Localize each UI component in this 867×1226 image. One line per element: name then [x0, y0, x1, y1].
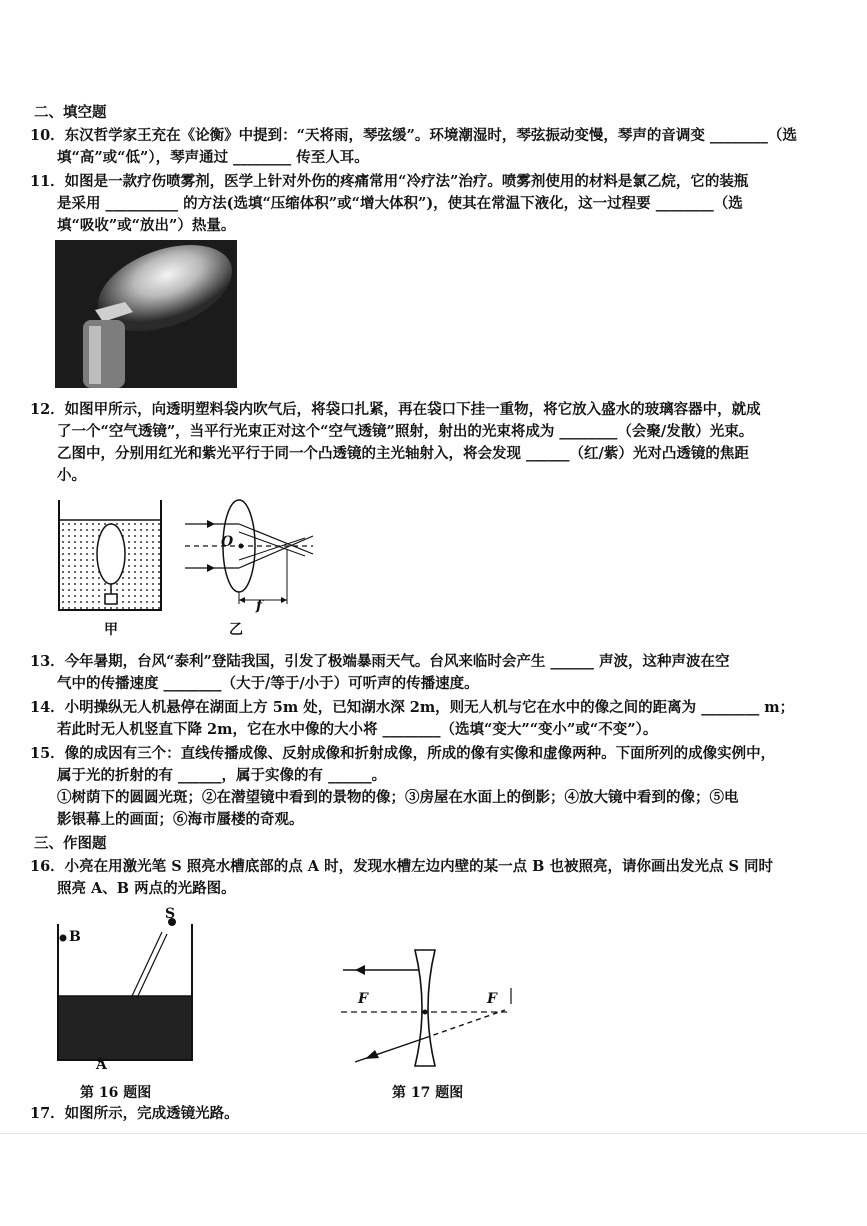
q14-line2: 若此时无人机竖直下降 2m，它在水中像的大小将 ________（选填“变大”“变小”或“不变”）。 [57, 721, 658, 738]
q17-line1: 17．如图所示，完成透镜光路。 [30, 1105, 239, 1122]
q16-line2: 照亮 A、B 两点的光路图。 [57, 880, 236, 897]
figure-jia-diagram [55, 498, 165, 616]
label-focus-left: F [358, 991, 368, 1007]
q10-line2: 填“高”或“低”），琴声通过 ________ 传至人耳。 [57, 149, 369, 166]
q11-line1: 11．如图是一款疗伤喷雾剂，医学上针对外伤的疼痛常用“冷疗法”治疗。喷雾剂使用的材料是氯乙烷，它的装瓶 [30, 173, 749, 190]
q16-line1: 16．小亮在用激光笔 S 照亮水槽底部的点 A 时，发现水槽左边内壁的某一点 B 也被照亮，请你画出发光点 S 同时 [30, 858, 774, 875]
page-divider [0, 1133, 867, 1134]
figure-17-concave-lens [335, 944, 525, 1074]
section-2-title: 二、填空题 [34, 104, 107, 121]
q15-line2: 属于光的折射的有 ______，属于实像的有 ______。 [57, 767, 387, 784]
figure-16-caption: 第 16 题图 [80, 1085, 152, 1101]
q15-line3: ①树荫下的圆圆光斑；②在潜望镜中看到的景物的像；③房屋在水面上的倒影；④放大镜中看到的像；⑤电 [57, 789, 739, 806]
figure-yi-label: 乙 [229, 622, 243, 638]
figure-yi-diagram [183, 496, 323, 614]
label-s: S [165, 906, 176, 922]
label-focus-right: F [487, 991, 497, 1007]
label-a: A [96, 1057, 107, 1073]
label-o: O [221, 534, 234, 550]
q14-line1: 14．小明操纵无人机悬停在湖面上方 5m 处，已知湖水深 2m，则无人机与它在水中的像之间的距离为 ________ m； [30, 699, 795, 716]
q12-line2: 了一个“空气透镜”，当平行光束正对这个“空气透镜”照射，射出的光束将成为 ________（会聚/发散）光束。 [57, 423, 754, 440]
q12-line1: 12．如图甲所示，向透明塑料袋内吹气后，将袋口扎紧，再在袋口下挂一重物，将它放入盛水的玻璃容器中，就成 [30, 401, 761, 418]
label-f: f [256, 598, 263, 614]
q12-line3: 乙图中，分别用红光和紫光平行于同一个凸透镜的主光轴射入，将会发现 ______（红/紫）光对凸透镜的焦距 [57, 445, 749, 462]
section-3-title: 三、作图题 [34, 835, 107, 852]
label-b: B [69, 929, 81, 945]
q11-line3: 填“吸收”或“放出”）热量。 [57, 217, 236, 234]
figure-17-caption: 第 17 题图 [392, 1085, 464, 1101]
q10-line1: 10．东汉哲学家王充在《论衡》中提到：“天将雨，琴弦缓”。环境潮湿时，琴弦振动变慢，琴声的音调变 ________（选 [30, 127, 797, 144]
q11-line2: 是采用 __________ 的方法(选填“压缩体积”或“增大体积”)，使其在常温下液化，这一过程要 ________（选 [57, 195, 743, 212]
q13-line2: 气中的传播速度 ________（大于/等于/小于）可听声的传播速度。 [57, 675, 479, 692]
q15-line1: 15．像的成因有三个：直线传播成像、反射成像和折射成像，所成的像有实像和虚像两种。下面所列的成像实例中， [30, 745, 776, 762]
figure-jia-label: 甲 [104, 622, 118, 638]
q12-line4: 小。 [57, 467, 86, 484]
q15-line4: 影银幕上的画面；⑥海市蜃楼的奇观。 [57, 811, 304, 828]
q13-line1: 13．今年暑期，台风“泰利”登陆我国，引发了极端暴雨天气。台风来临时会产生 ______ 声波，这种声波在空 [30, 653, 730, 670]
spray-can-photo [55, 240, 237, 388]
